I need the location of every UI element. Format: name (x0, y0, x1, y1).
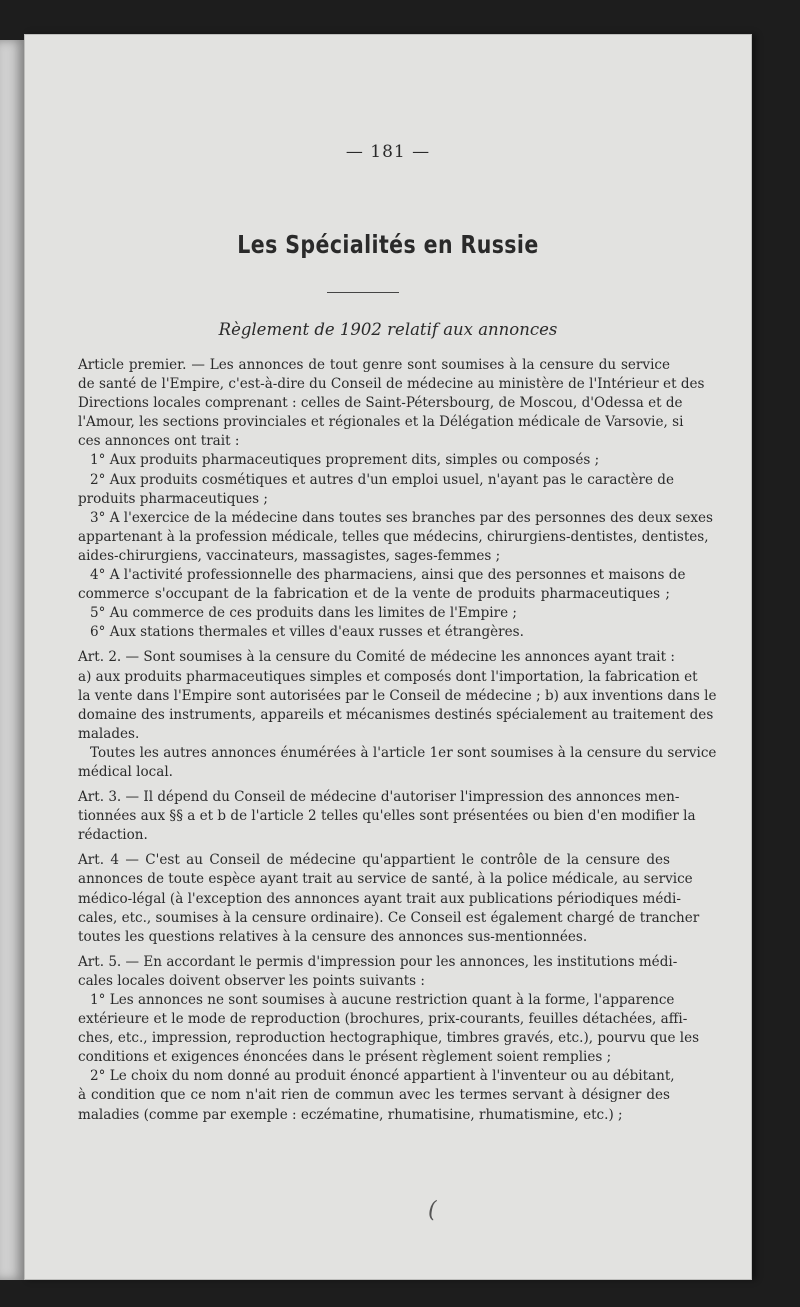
text-line: 3° A l'exercice de la médecine dans toutes ses branches par des personnes des deux sexes (90, 509, 713, 526)
text-line: médical local. (78, 763, 173, 780)
text-line: ches, etc., impression, reproduction hectographique, timbres gravés, etc.), pourvu que les (78, 1030, 700, 1047)
text-line: Directions locales comprenant : celles de Saint-Pétersbourg, de Moscou, d'Odessa et de (78, 395, 683, 412)
text-line: Toutes les autres annonces énumérées à l'article 1er sont soumises à la censure du service (90, 744, 717, 761)
text-line: extérieure et le mode de reproduction (brochures, prix-courants, feuilles détachées, affi- (78, 1011, 688, 1028)
text-line: 1° Les annonces ne sont soumises à aucune restriction quant à la forme, l'apparence (90, 992, 675, 1008)
text-line: de santé de l'Empire, c'est-à-dire du Conseil de médecine au ministère de l'Intérieur et des (78, 376, 705, 393)
text-line: conditions et exigences énoncées dans le présent règlement soient remplies ; (78, 1049, 612, 1066)
text-line: Art. 2. — Sont soumises à la censure du Comité de médecine les annonces ayant trait : (78, 649, 675, 666)
text-line: maladies (comme par exemple : eczématine, rhumatisine, rhumatismine, etc.) ; (78, 1106, 623, 1123)
text-line: cales locales doivent observer les points suivants : (78, 972, 425, 989)
text-line: la vente dans l'Empire sont autorisées par le Conseil de médecine ; b) aux inventions dans le (78, 687, 717, 704)
text-line: 1° Aux produits pharmaceutiques proprement dits, simples ou composés ; (90, 452, 600, 469)
title-divider (327, 292, 399, 293)
text-line: tionnées aux §§ a et b de l'article 2 telles qu'elles sont présentées ou bien d'en modifier la (78, 808, 696, 825)
facing-page-edge (0, 40, 24, 1280)
text-line: toutes les questions relatives à la censure des annonces sus-mentionnées. (78, 928, 588, 945)
book-page (24, 34, 752, 1280)
text-line: domaine des instruments, appareils et mécanismes destinés spécialement au traitement des (78, 706, 714, 723)
text-line: médico-légal (à l'exception des annonces ayant trait aux publications périodiques médi- (78, 890, 681, 907)
stray-pen-mark: ( (428, 1198, 437, 1223)
text-line: ces annonces ont trait : (78, 433, 240, 450)
text-line: Art. 4 — C'est au Conseil de médecine qu'appartient le contrôle de la censure des (78, 852, 670, 869)
text-line: malades. (78, 725, 140, 742)
text-line: 6° Aux stations thermales et villes d'eaux russes et étrangères. (90, 624, 524, 641)
text-line: annonces de toute espèce ayant trait au service de santé, à la police médicale, au service (78, 871, 693, 888)
text-line: produits pharmaceutiques ; (78, 490, 268, 507)
article-subtitle: Règlement de 1902 relatif aux annonces (218, 320, 558, 339)
text-line: à condition que ce nom n'ait rien de commun avec les termes servant à désigner des (78, 1087, 670, 1104)
text-line: l'Amour, les sections provinciales et régionales et la Délégation médicale de Varsovie, si (78, 414, 684, 431)
text-line: 4° A l'activité professionnelle des pharmaciens, ainsi que des personnes et maisons de (90, 567, 686, 584)
article-body (78, 356, 717, 1125)
page-number: — 181 — (345, 142, 431, 162)
text-line: appartenant à la profession médicale, telles que médecins, chirurgiens-dentistes, dentistes, (78, 528, 709, 545)
text-line: 2° Le choix du nom donné au produit énoncé appartient à l'inventeur ou au débitant, (90, 1068, 675, 1085)
article-title: Les Spécialités en Russie (237, 230, 539, 259)
text-line: commerce s'occupant de la fabrication et de la vente de produits pharmaceutiques ; (78, 586, 670, 603)
text-line: aides-chirurgiens, vaccinateurs, massagistes, sages-femmes ; (78, 547, 501, 564)
text-line: 5° Au commerce de ces produits dans les limites de l'Empire ; (90, 605, 517, 622)
text-line: Article premier. — Les annonces de tout genre sont soumises à la censure du service (78, 357, 670, 373)
text-line: rédaction. (78, 827, 148, 844)
text-line: a) aux produits pharmaceutiques simples et composés dont l'importation, la fabrication et (78, 668, 698, 685)
text-line: Art. 5. — En accordant le permis d'impression pour les annonces, les institutions médi- (78, 953, 678, 970)
text-line: cales, etc., soumises à la censure ordinaire). Ce Conseil est également chargé de trancher (78, 909, 700, 926)
text-line: 2° Aux produits cosmétiques et autres d'un emploi usuel, n'ayant pas le caractère de (90, 471, 674, 488)
text-line: Art. 3. — Il dépend du Conseil de médecine d'autoriser l'impression des annonces men- (78, 789, 680, 806)
